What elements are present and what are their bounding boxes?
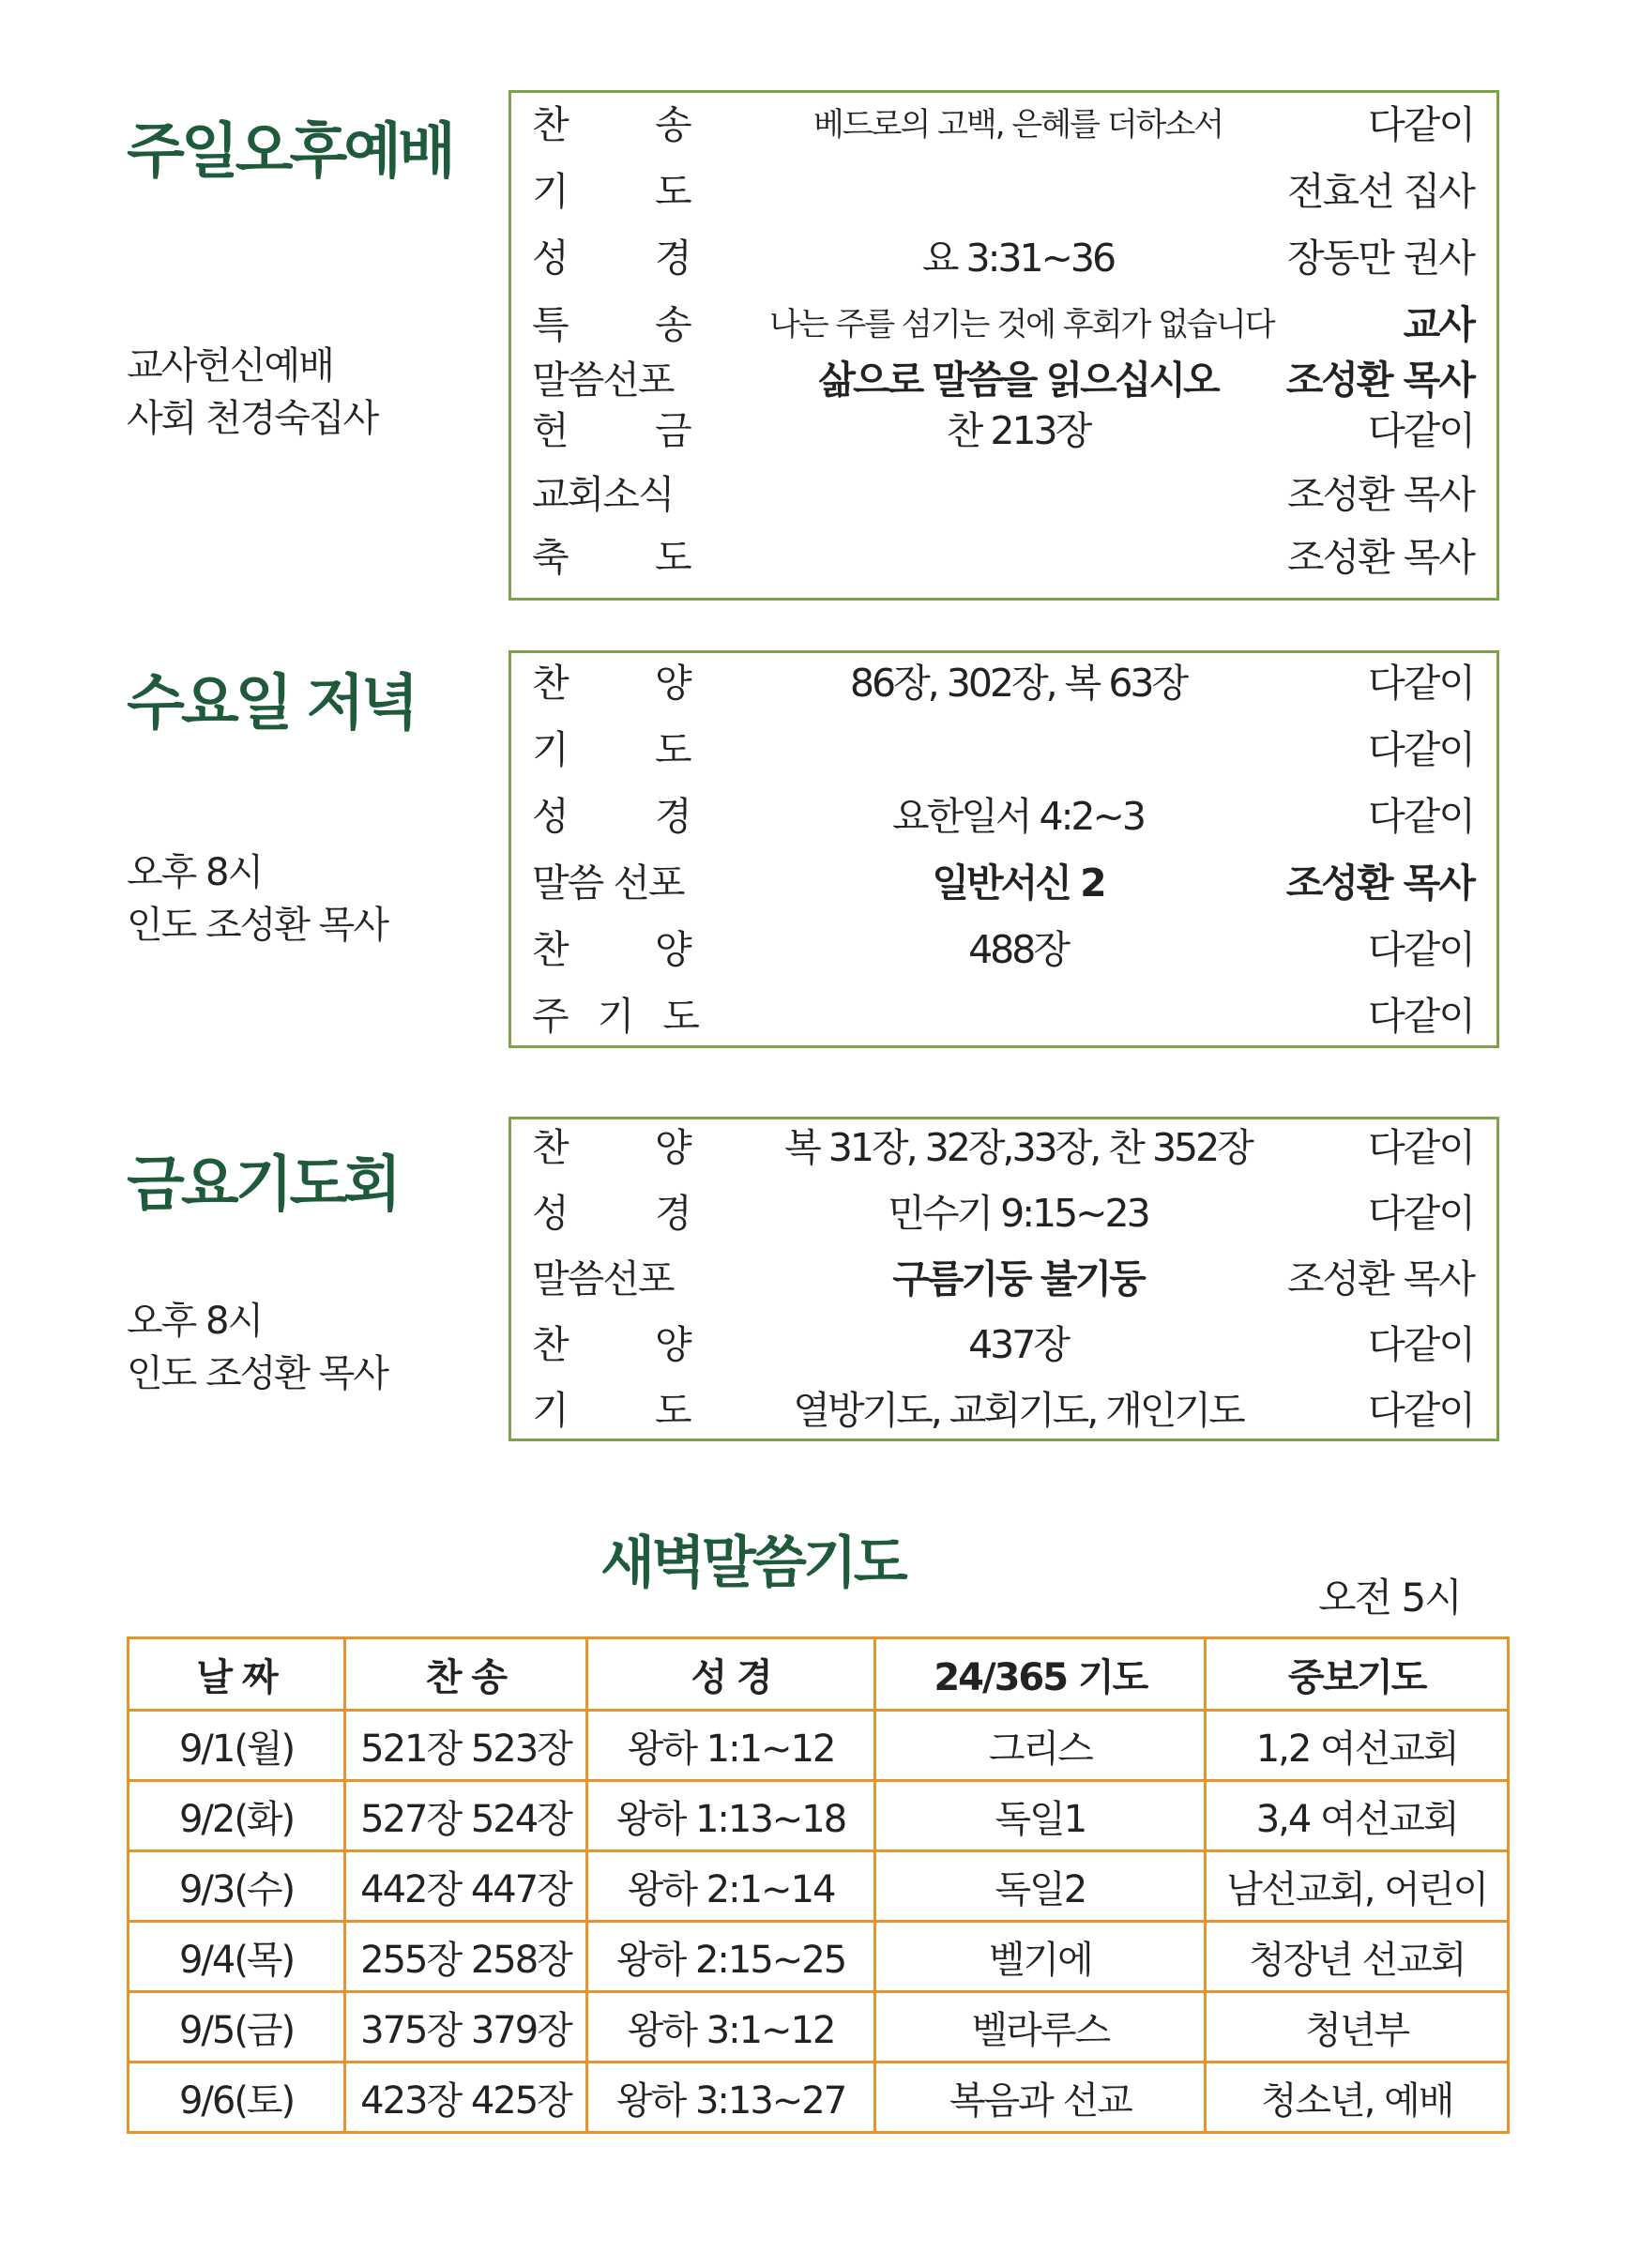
row-leader: 전효선 집사 <box>1286 169 1474 214</box>
row-leader: 다같이 <box>1368 794 1474 839</box>
cell-prayer: 그리스 <box>875 1711 1206 1781</box>
row-label: 송 <box>655 302 692 347</box>
order-row <box>511 655 1496 711</box>
row-label: 기 <box>532 1388 570 1433</box>
row-content: 베드로의 고백, 은혜를 더하소서 <box>812 106 1223 144</box>
header-prayer-24-365: 24/365 기도 <box>875 1638 1206 1711</box>
row-leader: 교사 <box>1403 302 1474 347</box>
row-label: 경 <box>655 794 692 839</box>
friday-order-box <box>509 1117 1499 1441</box>
order-row <box>511 988 1496 1044</box>
friday-note <box>127 1295 387 1400</box>
row-content: 일반서신 2 <box>932 860 1104 906</box>
cell-prayer: 벨기에 <box>875 1922 1206 1992</box>
row-content: 요한일서 4:2~3 <box>892 794 1144 839</box>
row-content: 488장 <box>968 927 1068 972</box>
row-label: 찬 <box>532 1125 570 1170</box>
row-leader: 조성환 목사 <box>1285 358 1474 403</box>
row-leader: 다같이 <box>1368 661 1474 706</box>
row-label: 경 <box>655 236 692 281</box>
row-label: 도 <box>655 1388 692 1433</box>
cell-intercession: 청소년, 예배 <box>1206 2063 1509 2133</box>
row-label: 양 <box>655 927 692 972</box>
row-leader: 다같이 <box>1368 1191 1474 1236</box>
order-row <box>511 97 1496 153</box>
cell-intercession: 청장년 선교회 <box>1206 1922 1509 1992</box>
table-row <box>129 1851 1509 1922</box>
order-row <box>511 921 1496 978</box>
table-row <box>129 1922 1509 1992</box>
row-content: 나는 주를 섬기는 것에 후회가 없습니다 <box>769 306 1274 343</box>
row-content: 열방기도, 교회기도, 개인기도 <box>793 1388 1243 1433</box>
order-row <box>511 163 1496 220</box>
cell-date: 9/6(토) <box>129 2063 345 2133</box>
row-label: 말씀 선포 <box>532 860 684 906</box>
table-row <box>129 1711 1509 1781</box>
wednesday-note-line: 인도 조성환 목사 <box>127 904 387 947</box>
row-label: 찬 <box>532 927 570 972</box>
row-label: 기 <box>532 727 570 772</box>
dawn-time: 오전 5시 <box>1318 1575 1461 1621</box>
row-label: 기 <box>532 169 570 214</box>
cell-date: 9/4(목) <box>129 1922 345 1992</box>
order-row <box>511 1185 1496 1241</box>
row-leader: 조성환 목사 <box>1285 860 1474 906</box>
wednesday-title: 수요일 저녁 <box>127 669 416 738</box>
order-row <box>511 855 1496 911</box>
sunday-title: 주일오후예배 <box>127 117 452 187</box>
row-label: 주기도 <box>532 994 728 1039</box>
row-leader: 조성환 목사 <box>1286 472 1474 517</box>
row-label: 성 <box>532 236 570 281</box>
row-label: 도 <box>655 727 692 772</box>
row-label: 성 <box>532 794 570 839</box>
cell-prayer: 벨라루스 <box>875 1992 1206 2063</box>
row-content: 찬 213장 <box>946 408 1090 453</box>
cell-prayer: 복음과 선교 <box>875 2063 1206 2133</box>
row-label: 찬 <box>532 1322 570 1367</box>
row-label: 찬 <box>532 661 570 706</box>
row-label: 헌 <box>532 408 570 453</box>
cell-hymn: 255장 258장 <box>345 1922 587 1992</box>
friday-note-line: 인도 조성환 목사 <box>127 1352 387 1395</box>
row-leader: 장동만 권사 <box>1286 236 1474 281</box>
row-label: 금 <box>655 408 692 453</box>
order-row <box>511 403 1496 459</box>
cell-hymn: 527장 524장 <box>345 1781 587 1851</box>
cell-intercession: 3,4 여선교회 <box>1206 1781 1509 1851</box>
row-content: 86장, 302장, 복 63장 <box>849 661 1187 706</box>
row-leader: 조성환 목사 <box>1286 1256 1474 1301</box>
row-label: 교회소식 <box>532 472 674 517</box>
table-header-row <box>129 1638 1509 1711</box>
row-leader: 다같이 <box>1368 1388 1474 1433</box>
sunday-order-box <box>509 90 1499 601</box>
row-label: 도 <box>655 535 692 580</box>
cell-scripture: 왕하 1:1~12 <box>586 1711 874 1781</box>
row-leader: 다같이 <box>1368 927 1474 972</box>
dawn-title: 새벽말씀기도 <box>600 1530 904 1596</box>
friday-note-line: 오후 8시 <box>127 1300 263 1343</box>
table-row <box>129 1992 1509 2063</box>
wednesday-order-box <box>509 650 1499 1048</box>
cell-prayer: 독일1 <box>875 1781 1206 1851</box>
cell-hymn: 423장 425장 <box>345 2063 587 2133</box>
order-row <box>511 297 1496 353</box>
row-label: 도 <box>655 169 692 214</box>
row-leader: 다같이 <box>1368 408 1474 453</box>
sunday-note <box>127 340 377 445</box>
order-row <box>511 230 1496 286</box>
row-label: 축 <box>532 535 570 580</box>
row-label: 찬 <box>532 102 570 147</box>
order-row <box>511 466 1496 523</box>
cell-prayer: 독일2 <box>875 1851 1206 1922</box>
cell-intercession: 남선교회, 어린이 <box>1206 1851 1509 1922</box>
cell-hymn: 375장 379장 <box>345 1992 587 2063</box>
order-row <box>511 352 1496 408</box>
header-date: 날 짜 <box>129 1638 345 1711</box>
table-row <box>129 2063 1509 2133</box>
order-row <box>511 788 1496 845</box>
cell-scripture: 왕하 3:1~12 <box>586 1992 874 2063</box>
cell-hymn: 442장 447장 <box>345 1851 587 1922</box>
row-content: 삶으로 말씀을 읽으십시오 <box>818 358 1218 403</box>
row-label: 양 <box>655 1322 692 1367</box>
row-content: 요 3:31~36 <box>921 236 1115 281</box>
row-content: 437장 <box>968 1322 1068 1367</box>
cell-intercession: 1,2 여선교회 <box>1206 1711 1509 1781</box>
row-leader: 조성환 목사 <box>1286 535 1474 580</box>
order-row <box>511 1382 1496 1438</box>
cell-intercession: 청년부 <box>1206 1992 1509 2063</box>
order-row <box>511 1251 1496 1307</box>
row-leader: 다같이 <box>1368 1125 1474 1170</box>
row-leader: 다같이 <box>1368 727 1474 772</box>
friday-title: 금요기도회 <box>127 1150 399 1220</box>
sunday-note-line: 교사헌신예배 <box>127 344 333 388</box>
cell-date: 9/5(금) <box>129 1992 345 2063</box>
header-intercession: 중보기도 <box>1206 1638 1509 1711</box>
cell-date: 9/1(월) <box>129 1711 345 1781</box>
row-label: 특 <box>532 302 570 347</box>
header-scripture: 성 경 <box>586 1638 874 1711</box>
row-label: 성 <box>532 1191 570 1236</box>
cell-scripture: 왕하 3:13~27 <box>586 2063 874 2133</box>
order-row <box>511 1119 1496 1176</box>
cell-scripture: 왕하 2:1~14 <box>586 1851 874 1922</box>
order-row <box>511 1317 1496 1373</box>
row-leader: 다같이 <box>1368 1322 1474 1367</box>
table-row <box>129 1781 1509 1851</box>
row-label: 말씀선포 <box>532 358 674 403</box>
row-label: 양 <box>655 1125 692 1170</box>
order-row <box>511 529 1496 586</box>
order-row <box>511 722 1496 778</box>
cell-date: 9/3(수) <box>129 1851 345 1922</box>
cell-scripture: 왕하 2:15~25 <box>586 1922 874 1992</box>
sunday-note-line: 사회 천경숙집사 <box>127 397 378 440</box>
row-content: 구름기둥 불기둥 <box>892 1256 1144 1301</box>
row-label: 말씀선포 <box>532 1256 674 1301</box>
cell-hymn: 521장 523장 <box>345 1711 587 1781</box>
cell-scripture: 왕하 1:13~18 <box>586 1781 874 1851</box>
row-label: 경 <box>655 1191 692 1236</box>
wednesday-note-line: 오후 8시 <box>127 851 263 894</box>
row-label: 송 <box>655 102 692 147</box>
row-leader: 다같이 <box>1368 994 1474 1039</box>
header-hymn: 찬 송 <box>345 1638 587 1711</box>
dawn-schedule-table <box>127 1636 1510 2134</box>
wednesday-note <box>127 846 387 951</box>
row-content: 민수기 9:15~23 <box>888 1191 1148 1236</box>
row-content: 복 31장, 32장,33장, 찬 352장 <box>784 1125 1252 1170</box>
cell-date: 9/2(화) <box>129 1781 345 1851</box>
row-label: 양 <box>655 661 692 706</box>
row-leader: 다같이 <box>1368 102 1474 147</box>
